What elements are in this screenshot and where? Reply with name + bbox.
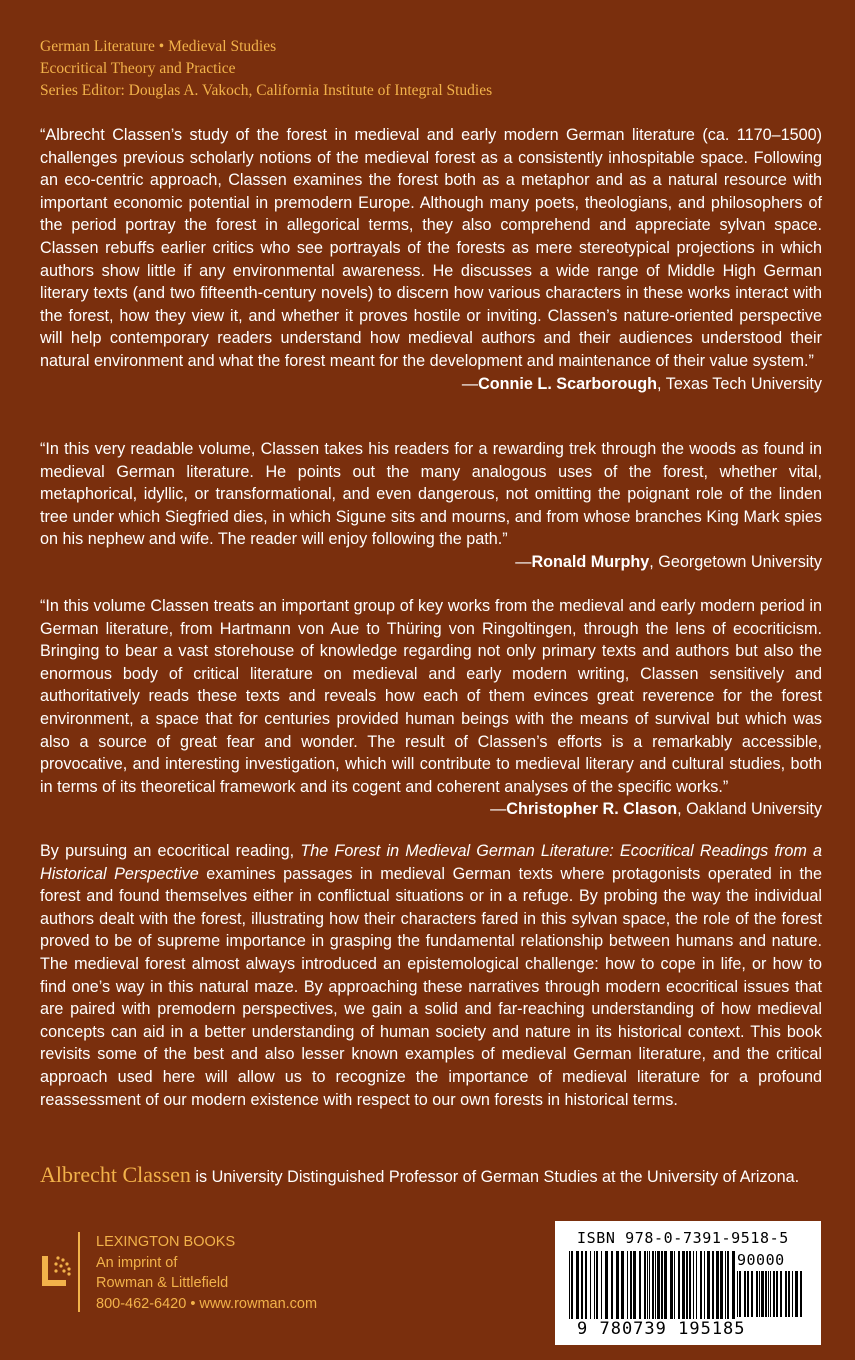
barcode-bar bbox=[773, 1271, 775, 1317]
barcode-bar bbox=[571, 1251, 573, 1319]
barcode-bar bbox=[712, 1251, 714, 1319]
barcode-bar bbox=[682, 1251, 685, 1319]
barcode-bars bbox=[569, 1251, 735, 1319]
barcode-bar bbox=[647, 1251, 648, 1319]
barcode-bar bbox=[707, 1251, 710, 1319]
barcode-bar bbox=[611, 1251, 613, 1319]
review-attribution: —Christopher R. Clason, Oakland University bbox=[490, 800, 822, 819]
barcode-bar bbox=[795, 1271, 798, 1317]
barcode-bar bbox=[751, 1271, 753, 1317]
barcode-bar bbox=[765, 1271, 767, 1317]
barcode-bar bbox=[788, 1271, 790, 1317]
publisher-divider bbox=[78, 1232, 80, 1312]
barcode-bar bbox=[739, 1271, 741, 1317]
barcode-bar bbox=[601, 1251, 602, 1319]
barcode-bar bbox=[630, 1251, 632, 1319]
review-1 bbox=[40, 124, 822, 395]
barcode-bar bbox=[768, 1271, 769, 1317]
review-attribution: —Connie L. Scarborough, Texas Tech University bbox=[461, 374, 822, 393]
barcode-bar bbox=[700, 1251, 702, 1319]
review-3 bbox=[40, 595, 822, 821]
review-attribution: —Ronald Murphy, Georgetown University bbox=[515, 552, 822, 571]
reviewer-name: Christopher R. Clason bbox=[506, 800, 678, 819]
barcode-bar bbox=[633, 1251, 636, 1319]
barcode-bar bbox=[720, 1251, 723, 1319]
isbn-text: ISBN 978-0-7391-9518-5 bbox=[577, 1229, 789, 1247]
reviewer-affiliation: , Oakland University bbox=[677, 800, 822, 819]
barcode-bar bbox=[744, 1271, 746, 1317]
series-line-title: Ecocritical Theory and Practice bbox=[40, 60, 236, 77]
barcode-digits: 9 780739 195185 bbox=[577, 1319, 746, 1339]
barcode-bar bbox=[639, 1251, 641, 1319]
barcode-bar bbox=[737, 1271, 738, 1317]
price-barcode-bars bbox=[737, 1271, 803, 1317]
publisher-imprint: An imprint of bbox=[96, 1254, 178, 1271]
publisher-name: LEXINGTON BOOKS bbox=[96, 1234, 236, 1250]
barcode-bar bbox=[621, 1251, 624, 1319]
series-info bbox=[40, 36, 492, 102]
barcode-bar bbox=[616, 1251, 619, 1319]
barcode-bar bbox=[585, 1251, 587, 1319]
lexington-logo-icon bbox=[36, 1232, 76, 1312]
barcode-bar bbox=[725, 1251, 726, 1319]
barcode-bar bbox=[756, 1271, 758, 1317]
reviewer-name: Connie L. Scarborough bbox=[478, 374, 658, 393]
barcode-bar bbox=[792, 1271, 793, 1317]
barcode-bar bbox=[590, 1251, 591, 1319]
barcode-bar bbox=[727, 1251, 729, 1319]
author-description: is University Distinguished Professor of German Studies at the University of Arizona. bbox=[190, 1168, 800, 1186]
publisher-parent: Rowman & Littlefield bbox=[96, 1275, 229, 1291]
barcode-bar bbox=[664, 1251, 667, 1319]
barcode-bar bbox=[686, 1251, 688, 1319]
barcode-bar bbox=[780, 1271, 782, 1317]
barcode-bar bbox=[785, 1271, 787, 1317]
review-quote: “In this very readable volume, Classen takes his readers for a rewarding trek through the woods as found in medieval German literature. He points out the many analogous uses of the forest, whether vital, metaphorical, idyllic, or transformational, and even dangerous, not omitting the poignant role of the linden tree under which Siegfried dies, in which Sigune sits and mourns, and from whose branches King Mark spies on his nephew and wife. The reader will enjoy following the path.” bbox=[40, 440, 822, 549]
barcode-bar bbox=[576, 1251, 579, 1319]
barcode-bar bbox=[661, 1251, 663, 1319]
barcode-bar bbox=[689, 1251, 691, 1319]
series-line-subjects: German Literature • Medieval Studies bbox=[40, 38, 277, 55]
review-2 bbox=[40, 438, 822, 574]
barcode-bar bbox=[596, 1251, 598, 1319]
book-title: The Forest in Medieval German Literature: Ecocritical Readings from a Historical Perspective bbox=[40, 842, 823, 883]
publisher-contact: 800-462-6420 • www.rowman.com bbox=[96, 1295, 318, 1312]
series-line-editor: Series Editor: Douglas A. Vakoch, California Institute of Integral Studies bbox=[40, 82, 493, 99]
barcode-bar bbox=[652, 1251, 654, 1319]
barcode-bar bbox=[569, 1251, 570, 1319]
barcode-bar bbox=[655, 1251, 656, 1319]
barcode-bar bbox=[657, 1251, 660, 1319]
barcode-bar bbox=[644, 1251, 646, 1319]
barcode-bar bbox=[747, 1271, 749, 1317]
barcode-bar bbox=[627, 1251, 628, 1319]
barcode-bar bbox=[732, 1251, 735, 1319]
book-description: By pursuing an ecocritical reading, The Forest in Medieval German Literature: Ecocritical Readings from a Historical Perspective examines passages in medieval German texts where protagonists operated in the forest and found themselves either in conflictual situations or in a refuge. By probing the way the individual authors dealt with the forest, illustrating how their characters fared in this sylvan space, the role of the forest proved to be of supreme importance in grasping the fundamental relationship between humans and nature. The medieval forest almost always introduced an epistemological challenge: how to cope in life, or how to find one’s way in this natural maze. By approaching these narratives through modern ecocritical issues that are paired with premodern perspectives, we gain a solid and far-reaching understanding of how medieval concepts can aid in a better understanding of human society and nature in its historical context. This book revisits some of the best and also lesser known examples of medieval German literature, and the critical approach used here will allow us to recognize the importance of medieval literature for a profound reassessment of our modern existence with respect to our own forests in historical terms. bbox=[40, 842, 823, 1109]
reviewer-name: Ronald Murphy bbox=[531, 552, 650, 571]
barcode-bar bbox=[674, 1251, 675, 1319]
barcode-bar bbox=[716, 1251, 719, 1319]
barcode-bar bbox=[693, 1251, 694, 1319]
barcode-bar bbox=[770, 1271, 771, 1317]
barcode-bar bbox=[670, 1251, 673, 1319]
barcode-bar bbox=[776, 1271, 778, 1317]
barcode-bar bbox=[759, 1271, 760, 1317]
publisher-block bbox=[36, 1232, 317, 1314]
price-code: 90000 bbox=[737, 1251, 803, 1317]
review-quote: “In this volume Classen treats an important group of key works from the medieval and early modern period in German literature, from Hartmann von Aue to Thüring von Ringoltingen, through the lens of ecocriticism. Bringing to bear a vast storehouse of knowledge regarding not only primary texts and authors but also the enormous body of critical literature on medieval and early modern writing, Classen sensitively and authoritatively reads these texts and reveals how each of them evinces great reverence for the forest environment, a space that for centuries provided human beings with the means of survival but which was also a source of great fear and wonder. The result of Classen’s efforts is a remarkably accessible, provocative, and interesting investigation, which will contribute to medieval literary and cultural studies, both in terms of its theoretical framework and its cogent and coherent analyses of the specific works.” bbox=[40, 597, 822, 796]
barcode-bar bbox=[678, 1251, 680, 1319]
reviewer-affiliation: , Georgetown University bbox=[649, 552, 822, 571]
barcode-bar bbox=[649, 1251, 650, 1319]
author-bio bbox=[40, 1164, 822, 1189]
barcode-bar bbox=[761, 1271, 764, 1317]
review-quote: “Albrecht Classen’s study of the forest in medieval and early modern German literature (ca. 1170–1500) challenges previous scholarly notions of the medieval forest as a consistently inhospitable space. Following an eco-centric approach, Classen examines the forest both as a metaphor and as a natural resource with important economic potential in premodern Europe. Although many poets, theologians, and philosophers of the period portray the forest in allegorical terms, they also comprehend and appreciate sylvan space. Classen rebuffs earlier critics who see portrayals of the forests as mere stereotypical projections in which authors show little if any environmental awareness. He discusses a wide range of Middle High German literary texts (and two fifteenth-century novels) to discern how various characters in these works interact with the forest, how they view it, and whether it proves hostile or inviting. Classen’s nature-oriented perspective will help contemporary readers understand how medieval authors and their audiences understood their natural environment and what the forest meant for the development and maintenance of their value system.” bbox=[40, 126, 822, 370]
barcode-bar bbox=[605, 1251, 608, 1319]
barcode-bar bbox=[594, 1251, 595, 1319]
reviewer-affiliation: , Texas Tech University bbox=[657, 374, 822, 393]
isbn-barcode bbox=[555, 1221, 821, 1345]
barcode-bar bbox=[704, 1251, 705, 1319]
publisher-info bbox=[96, 1232, 317, 1314]
barcode-bar bbox=[581, 1251, 583, 1319]
barcode-bar bbox=[800, 1271, 802, 1317]
barcode-bar bbox=[696, 1251, 697, 1319]
author-name: Albrecht Classen bbox=[40, 1162, 191, 1187]
